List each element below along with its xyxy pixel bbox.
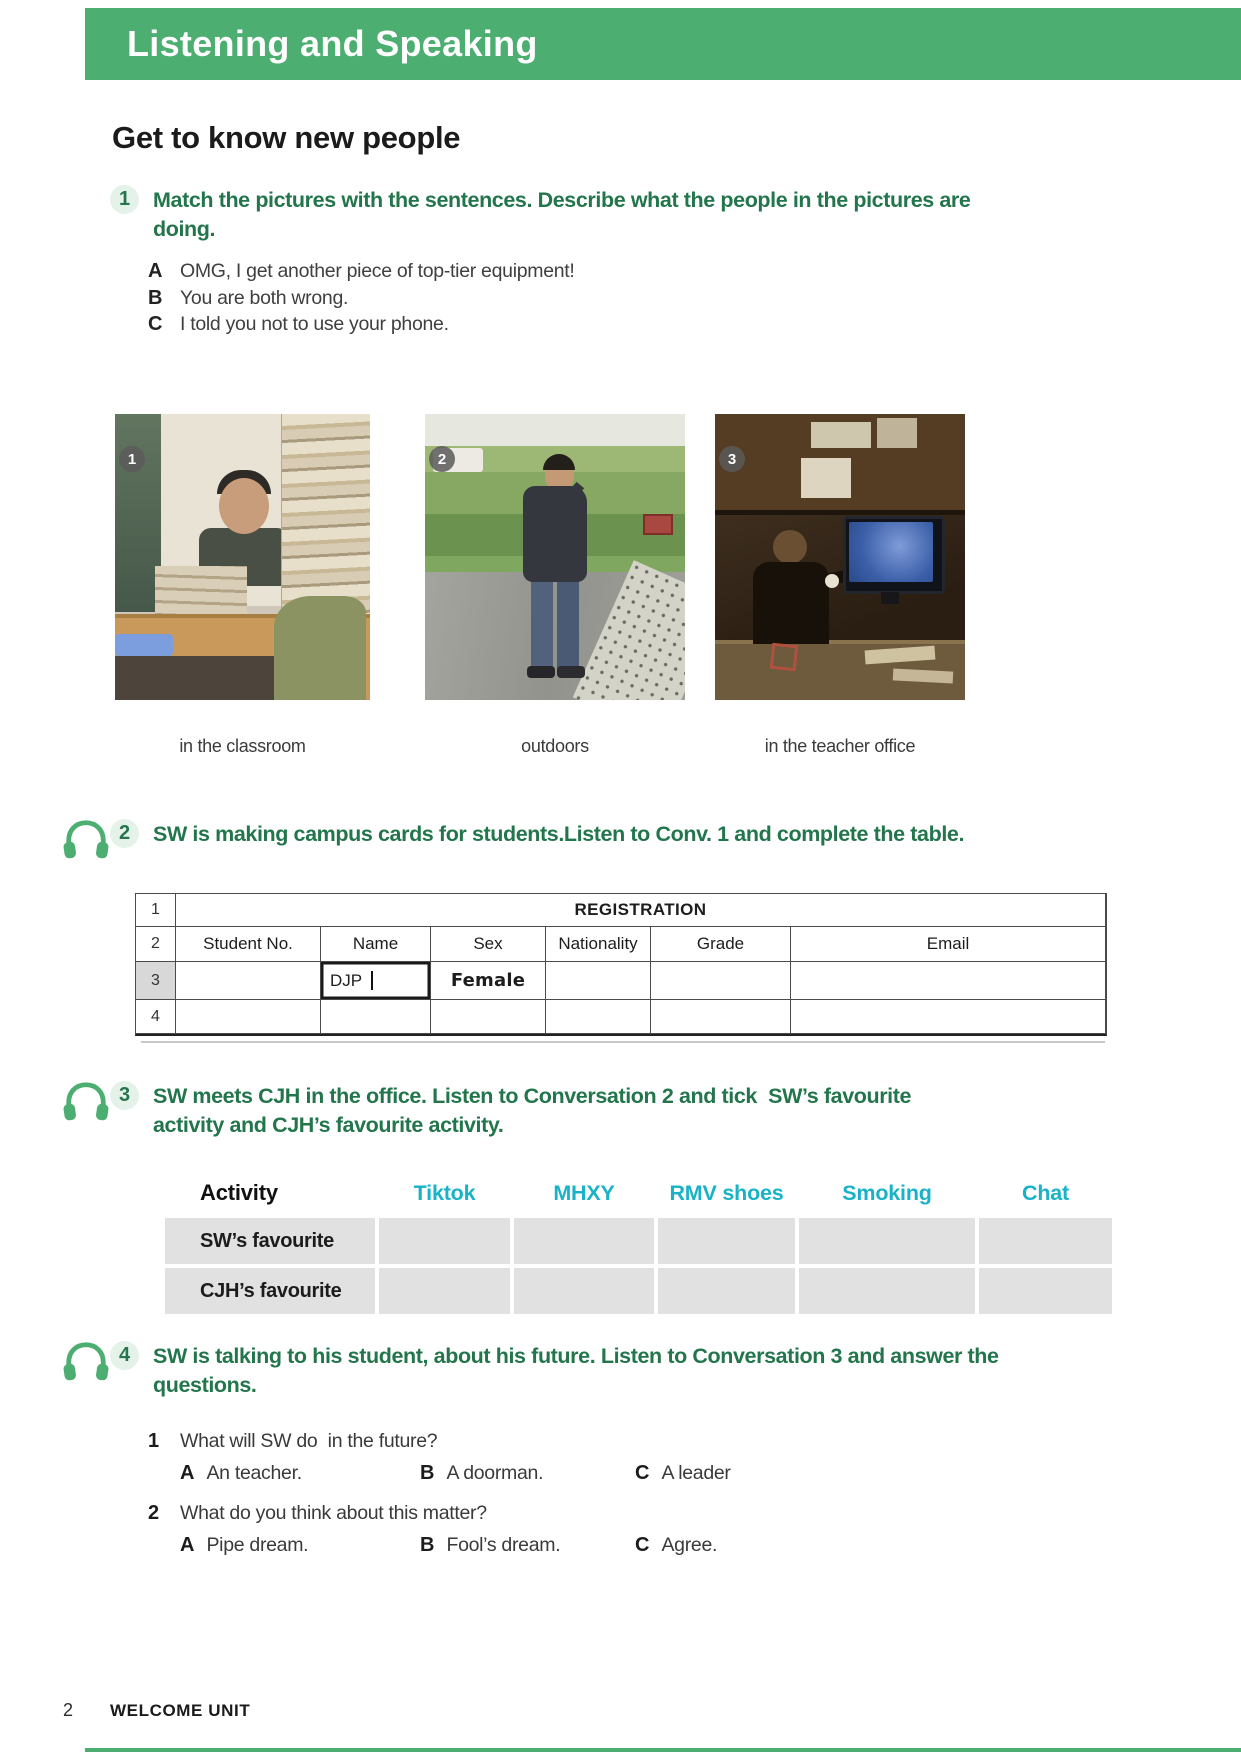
empty-cell bbox=[431, 1000, 546, 1034]
tick-cell bbox=[658, 1218, 795, 1264]
photo-caption: in the teacher office bbox=[764, 736, 916, 756]
headphones-icon bbox=[63, 1340, 109, 1384]
column-header-grade: Grade bbox=[651, 927, 791, 962]
tick-cell bbox=[979, 1268, 1112, 1314]
question-option-c bbox=[635, 1532, 717, 1558]
page-number: 2 bbox=[63, 1700, 74, 1720]
person-head bbox=[219, 478, 269, 534]
option-text: Pipe dream. bbox=[206, 1534, 309, 1556]
column-header-nationality: Nationality bbox=[546, 927, 651, 962]
person-head bbox=[773, 530, 807, 564]
header-bar bbox=[85, 8, 1241, 80]
option-b bbox=[148, 285, 575, 312]
photo-caption: outdoors bbox=[521, 736, 589, 756]
exercise-3-number-badge: 3 bbox=[110, 1081, 139, 1110]
empty-cell bbox=[791, 1000, 1106, 1034]
exercise-4-prompt: SW is talking to his student, about his future. Listen to Conversation 3 and answer the questions. bbox=[153, 1344, 1005, 1397]
activity-smoking: Smoking bbox=[842, 1180, 932, 1205]
option-letter: A bbox=[148, 260, 163, 282]
person-leg bbox=[531, 578, 553, 670]
question-number: 1 bbox=[148, 1430, 160, 1452]
question-text: What do you think about this matter? bbox=[180, 1502, 487, 1524]
empty-cell bbox=[546, 1000, 651, 1034]
activity-tiktok: Tiktok bbox=[413, 1180, 476, 1205]
shelf-books bbox=[877, 418, 917, 448]
option-letter: A bbox=[180, 1462, 195, 1484]
tick-cell bbox=[658, 1268, 795, 1314]
column-header-email: Email bbox=[791, 927, 1106, 962]
empty-cell bbox=[321, 1000, 431, 1034]
option-text: OMG, I get another piece of top-tier equipment! bbox=[180, 260, 575, 282]
person-leg bbox=[557, 578, 579, 670]
row-number: 3 bbox=[136, 962, 176, 1000]
section-title: Get to know new people bbox=[112, 120, 461, 155]
photo-classroom bbox=[115, 414, 370, 700]
person-jacket bbox=[523, 486, 587, 582]
exercise-1-header bbox=[110, 186, 988, 244]
table-bottom-divider bbox=[141, 1041, 1105, 1043]
question-1 bbox=[148, 1428, 731, 1486]
cell-name-value: DJP bbox=[330, 970, 363, 990]
option-letter: C bbox=[635, 1534, 650, 1556]
cell-name-selected bbox=[321, 962, 431, 1000]
tick-cell bbox=[514, 1218, 654, 1264]
question-option-b bbox=[420, 1532, 635, 1558]
exercise-1-prompt: Match the pictures with the sentences. Describe what the people in the pictures are doing. bbox=[153, 188, 977, 241]
person-body bbox=[753, 562, 829, 644]
mug bbox=[825, 574, 839, 588]
option-text: An teacher. bbox=[206, 1462, 302, 1484]
activity-table bbox=[165, 1172, 1112, 1314]
photo-caption: in the classroom bbox=[179, 736, 306, 756]
question-2 bbox=[148, 1500, 717, 1558]
cell-email bbox=[791, 962, 1106, 1000]
person-shoe bbox=[557, 666, 585, 678]
question-option-a bbox=[180, 1532, 420, 1558]
option-c bbox=[148, 311, 575, 338]
desk-shadow bbox=[115, 656, 285, 700]
tick-cell bbox=[514, 1268, 654, 1314]
empty-cell bbox=[651, 1000, 791, 1034]
figure-classroom bbox=[115, 414, 370, 757]
headphones-icon bbox=[63, 1080, 109, 1124]
option-text: Agree. bbox=[661, 1534, 718, 1556]
option-text: You are both wrong. bbox=[180, 286, 349, 309]
option-text: A doorman. bbox=[446, 1462, 544, 1484]
cell-grade bbox=[651, 962, 791, 1000]
exercise-3-prompt: SW meets CJH in the office. Listen to Conversation 2 and tick SW’s favourite activity and CJH’s favourite activity. bbox=[153, 1084, 917, 1137]
row-number: 2 bbox=[136, 927, 176, 962]
exercise-1-number-badge: 1 bbox=[110, 185, 139, 214]
option-letter: B bbox=[148, 286, 163, 309]
option-letter: C bbox=[635, 1462, 650, 1484]
row-label-sw-favourite: SW’s favourite bbox=[165, 1218, 375, 1264]
option-text: I told you not to use your phone. bbox=[180, 313, 449, 335]
tick-cell bbox=[979, 1218, 1112, 1264]
cell-sex-value: Female bbox=[431, 962, 546, 1000]
tick-cell bbox=[379, 1218, 510, 1264]
activity-mhxy: MHXY bbox=[553, 1180, 615, 1205]
activity-chat: Chat bbox=[1022, 1180, 1069, 1205]
red-stamp bbox=[770, 643, 799, 672]
photo-number-badge: 1 bbox=[119, 446, 145, 472]
red-sign bbox=[643, 514, 673, 535]
question-text: What will SW do in the future? bbox=[180, 1430, 438, 1452]
exercise-1-options bbox=[148, 258, 575, 338]
exercise-4-number-badge: 4 bbox=[110, 1341, 139, 1370]
table-title: REGISTRATION bbox=[176, 894, 1106, 927]
paper-stack bbox=[801, 458, 851, 498]
option-letter: B bbox=[420, 1534, 435, 1556]
option-a bbox=[148, 258, 575, 285]
green-jacket bbox=[274, 596, 366, 700]
question-number: 2 bbox=[148, 1502, 160, 1524]
activity-column-header: Activity bbox=[200, 1180, 278, 1205]
row-number: 1 bbox=[136, 894, 176, 927]
exercise-3-header bbox=[110, 1082, 953, 1140]
row-number: 4 bbox=[136, 1000, 176, 1034]
question-option-c bbox=[635, 1460, 731, 1486]
unit-label: WELCOME UNIT bbox=[110, 1701, 251, 1720]
monitor-screen bbox=[849, 522, 933, 582]
photo-number-badge: 2 bbox=[429, 446, 455, 472]
tick-cell bbox=[799, 1268, 975, 1314]
blue-table bbox=[115, 634, 173, 656]
figure-teacher-office bbox=[715, 414, 965, 757]
photo-number-badge: 3 bbox=[719, 446, 745, 472]
column-header-sex: Sex bbox=[431, 927, 546, 962]
registration-table bbox=[135, 893, 1107, 1036]
exercise-4-header bbox=[110, 1342, 1013, 1400]
option-text: A leader bbox=[661, 1462, 731, 1484]
bottom-rule bbox=[85, 1748, 1241, 1752]
cell-student-no bbox=[176, 962, 321, 1000]
cell-nationality bbox=[546, 962, 651, 1000]
question-option-b bbox=[420, 1460, 635, 1486]
option-letter: B bbox=[420, 1462, 435, 1484]
shelf-books bbox=[811, 422, 871, 448]
option-letter: A bbox=[180, 1534, 195, 1556]
exercise-2-number-badge: 2 bbox=[110, 819, 139, 848]
text-cursor bbox=[371, 971, 373, 990]
headphones-icon bbox=[63, 818, 109, 862]
question-option-a bbox=[180, 1460, 420, 1486]
photo-outdoors bbox=[425, 414, 685, 700]
column-header-name: Name bbox=[321, 927, 431, 962]
person-shoe bbox=[527, 666, 555, 678]
exercise-2-prompt: SW is making campus cards for students.Listen to Conv. 1 and complete the table. bbox=[153, 822, 965, 846]
tick-cell bbox=[379, 1268, 510, 1314]
tick-cell bbox=[799, 1218, 975, 1264]
exercise-2-header bbox=[110, 820, 964, 849]
empty-cell bbox=[176, 1000, 321, 1034]
row-label-cjh-favourite: CJH’s favourite bbox=[165, 1268, 375, 1314]
figure-outdoors bbox=[425, 414, 685, 757]
page-title: Listening and Speaking bbox=[127, 23, 538, 64]
option-letter: C bbox=[148, 313, 163, 335]
option-text: Fool’s dream. bbox=[446, 1534, 561, 1556]
photo-teacher-office bbox=[715, 414, 965, 700]
activity-rmv-shoes: RMV shoes bbox=[669, 1180, 784, 1205]
column-header-student-no: Student No. bbox=[176, 927, 321, 962]
monitor-stand bbox=[881, 592, 899, 604]
tactile-paving bbox=[573, 560, 685, 700]
